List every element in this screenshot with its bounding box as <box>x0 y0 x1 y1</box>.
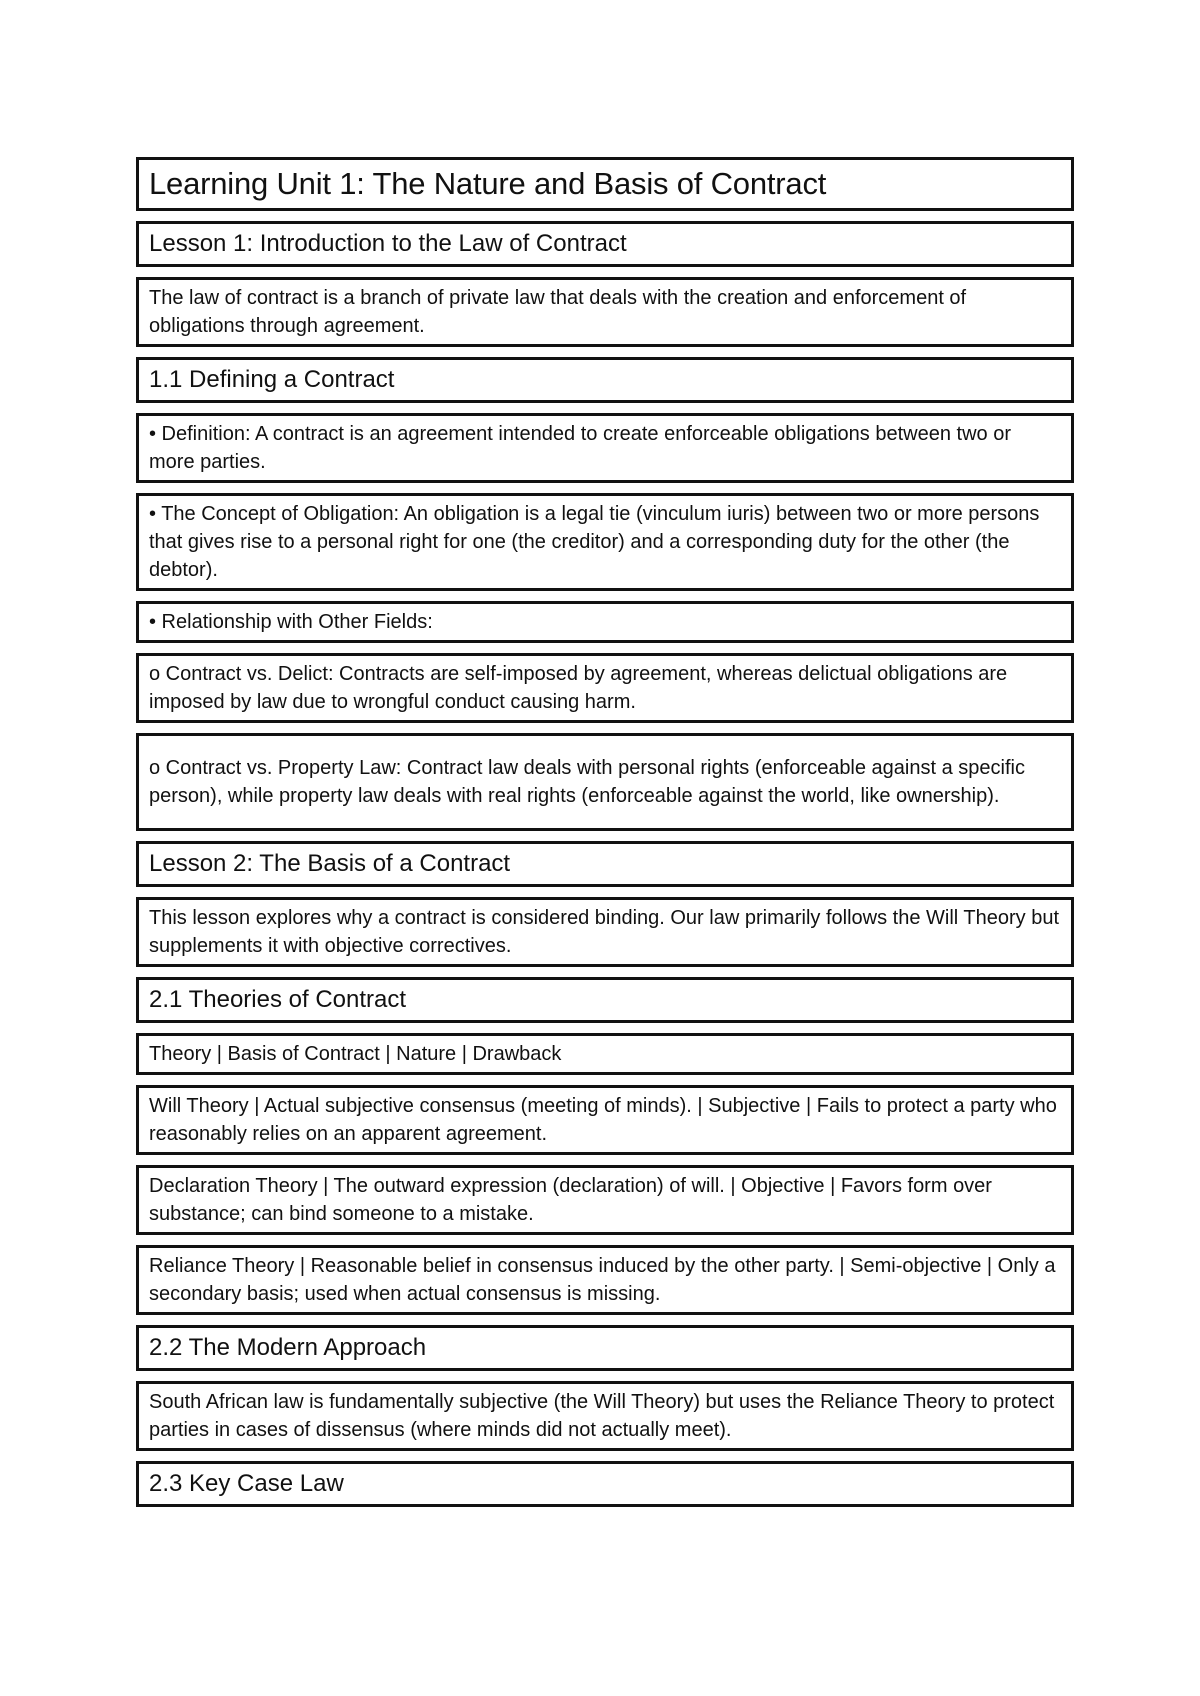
theory-table-header: Theory | Basis of Contract | Nature | Drawback <box>149 1043 562 1065</box>
lesson-1-heading: Lesson 1: Introduction to the Law of Contract <box>149 230 627 257</box>
section-2-2-heading-box <box>136 1325 1074 1371</box>
section-2-3-heading-box <box>136 1461 1074 1507</box>
lesson-1-intro: The law of contract is a branch of private law that deals with the creation and enforcement of obligations through agreement. <box>149 287 967 337</box>
lesson-2-intro-box <box>136 897 1074 967</box>
definition-box <box>136 413 1074 483</box>
section-2-2-heading: 2.2 The Modern Approach <box>149 1334 427 1361</box>
lesson-1-heading-box <box>136 221 1074 267</box>
section-2-3-heading: 2.3 Key Case Law <box>149 1470 344 1497</box>
delict-text: o Contract vs. Delict: Contracts are self-imposed by agreement, whereas delictual obligations are imposed by law due to wrongful conduct causing harm. <box>149 663 1008 713</box>
theory-table-header-box <box>136 1033 1074 1075</box>
document-title: Learning Unit 1: The Nature and Basis of Contract <box>149 166 827 201</box>
section-2-1-heading-box <box>136 977 1074 1023</box>
property-law-box <box>136 733 1074 831</box>
declaration-theory-text: Declaration Theory | The outward expression (declaration) of will. | Objective | Favors form over substance; can bind someone to a mistake. <box>149 1175 992 1225</box>
lesson-2-intro: This lesson explores why a contract is considered binding. Our law primarily follows the Will Theory but supplements it with objective correctives. <box>149 907 1060 957</box>
document-title-box <box>136 157 1074 211</box>
obligation-box <box>136 493 1074 591</box>
modern-approach-box <box>136 1381 1074 1451</box>
section-1-1-heading: 1.1 Defining a Contract <box>149 366 395 393</box>
relationship-box <box>136 601 1074 643</box>
section-2-1-heading: 2.1 Theories of Contract <box>149 986 407 1013</box>
lesson-2-heading: Lesson 2: The Basis of a Contract <box>149 850 511 877</box>
obligation-text: • The Concept of Obligation: An obligation is a legal tie (vinculum iuris) between two or more persons that gives rise to a personal right for one (the creditor) and a corresponding duty for the other (the debtor). <box>149 503 1040 581</box>
will-theory-text: Will Theory | Actual subjective consensus (meeting of minds). | Subjective | Fails to protect a party who reasonably relies on an apparent agreement. <box>149 1095 1057 1145</box>
reliance-theory-box <box>136 1245 1074 1315</box>
relationship-text: • Relationship with Other Fields: <box>149 611 433 633</box>
section-1-1-heading-box <box>136 357 1074 403</box>
will-theory-box <box>136 1085 1074 1155</box>
modern-approach-text: South African law is fundamentally subjective (the Will Theory) but uses the Reliance Theory to protect parties in cases of dissensus (where minds did not actually meet). <box>149 1391 1055 1441</box>
definition-text: • Definition: A contract is an agreement intended to create enforceable obligations between two or more parties. <box>149 423 1011 473</box>
reliance-theory-text: Reliance Theory | Reasonable belief in consensus induced by the other party. | Semi-objective | Only a secondary basis; used when actual consensus is missing. <box>149 1255 1056 1305</box>
lesson-1-intro-box <box>136 277 1074 347</box>
declaration-theory-box <box>136 1165 1074 1235</box>
document-page <box>136 157 1074 1517</box>
delict-box <box>136 653 1074 723</box>
property-law-text: o Contract vs. Property Law: Contract law deals with personal rights (enforceable against a specific person), while property law deals with real rights (enforceable against the world, like ownership). <box>149 757 1025 807</box>
lesson-2-heading-box <box>136 841 1074 887</box>
